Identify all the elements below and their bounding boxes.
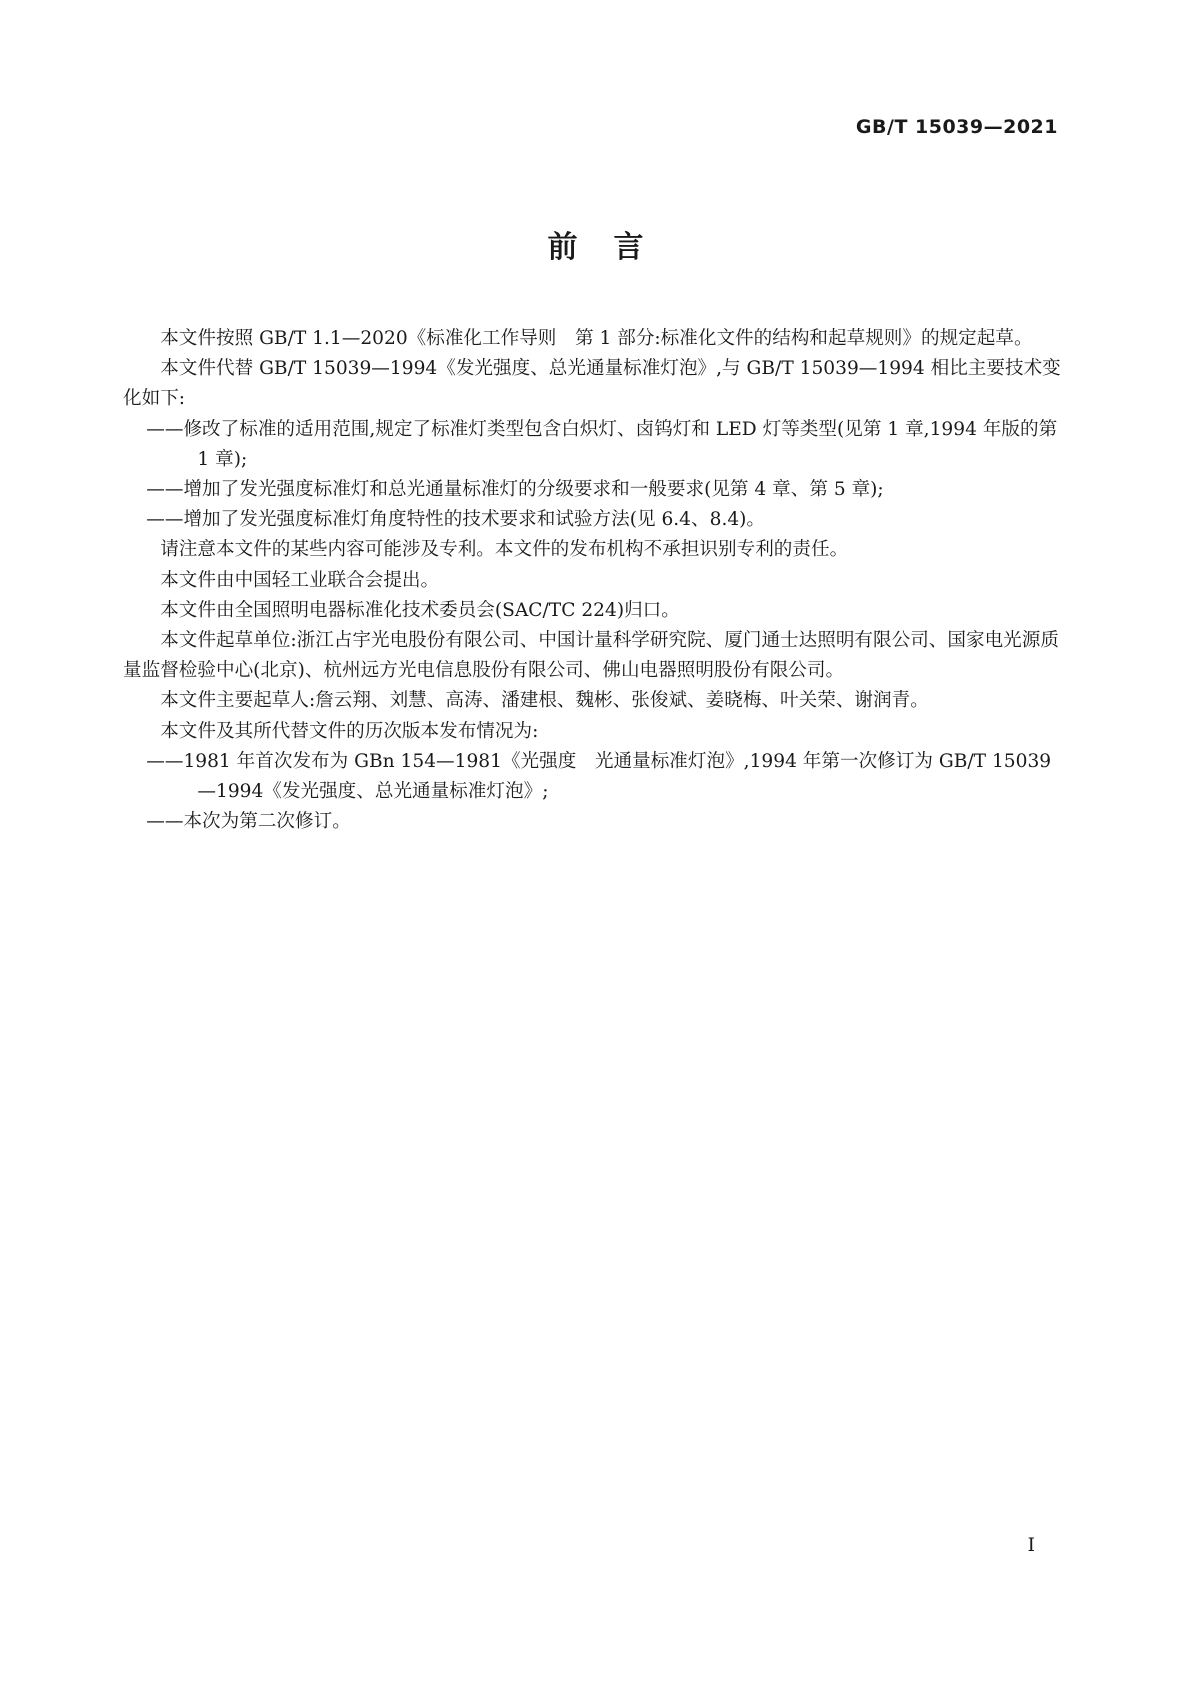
change-item: ——增加了发光强度标准灯和总光通量标准灯的分级要求和一般要求(见第 4 章、第 5 章); xyxy=(146,479,884,501)
foreword-body xyxy=(123,324,1063,837)
change-item: ——增加了发光强度标准灯角度特性的技术要求和试验方法(见 6.4、8.4)。 xyxy=(146,509,766,531)
paragraph-drafting-rules: 本文件按照 GB/T 1.1—2020《标准化工作导则 第 1 部分:标准化文件的结构和起草规则》的规定起草。 xyxy=(160,328,1033,349)
history-item: ——1981 年首次发布为 GBn 154—1981《光强度 光通量标准灯泡》,1994 年第一次修订为 GB/T 15039—1994《发光强度、总光通量标准灯泡》; xyxy=(146,750,1052,803)
paragraph-administrator: 本文件由全国照明电器标准化技术委员会(SAC/TC 224)归口。 xyxy=(160,599,680,621)
page-number: I xyxy=(1027,1534,1035,1556)
page-title: 前言 xyxy=(547,230,680,265)
paragraph-patent-notice: 请注意本文件的某些内容可能涉及专利。本文件的发布机构不承担识别专利的责任。 xyxy=(160,539,849,561)
paragraph-version-history: 本文件及其所代替文件的历次版本发布情况为: xyxy=(160,720,539,742)
paragraph-proposer: 本文件由中国轻工业联合会提出。 xyxy=(160,569,440,591)
standard-code: GB/T 15039—2021 xyxy=(855,116,1058,138)
paragraph-drafting-units: 本文件起草单位:浙江占宇光电股份有限公司、中国计量科学研究院、厦门通士达照明有限公司、国家电光源质量监督检验中心(北京)、杭州远方光电信息股份有限公司、佛山电器照明股份有限公司。 xyxy=(123,630,1059,682)
paragraph-drafters: 本文件主要起草人:詹云翔、刘慧、高涛、潘建根、魏彬、张俊斌、姜晓梅、叶关荣、谢润青。 xyxy=(160,690,929,712)
history-item: ——本次为第二次修订。 xyxy=(146,811,351,833)
paragraph-replacement: 本文件代替 GB/T 15039—1994《发光强度、总光通量标准灯泡》,与 GB/T 15039—1994 相比主要技术变化如下: xyxy=(123,358,1061,410)
change-item: ——修改了标准的适用范围,规定了标准灯类型包含白炽灯、卤钨灯和 LED 灯等类型(见第 1 章,1994 年版的第 1 章); xyxy=(146,418,1058,470)
